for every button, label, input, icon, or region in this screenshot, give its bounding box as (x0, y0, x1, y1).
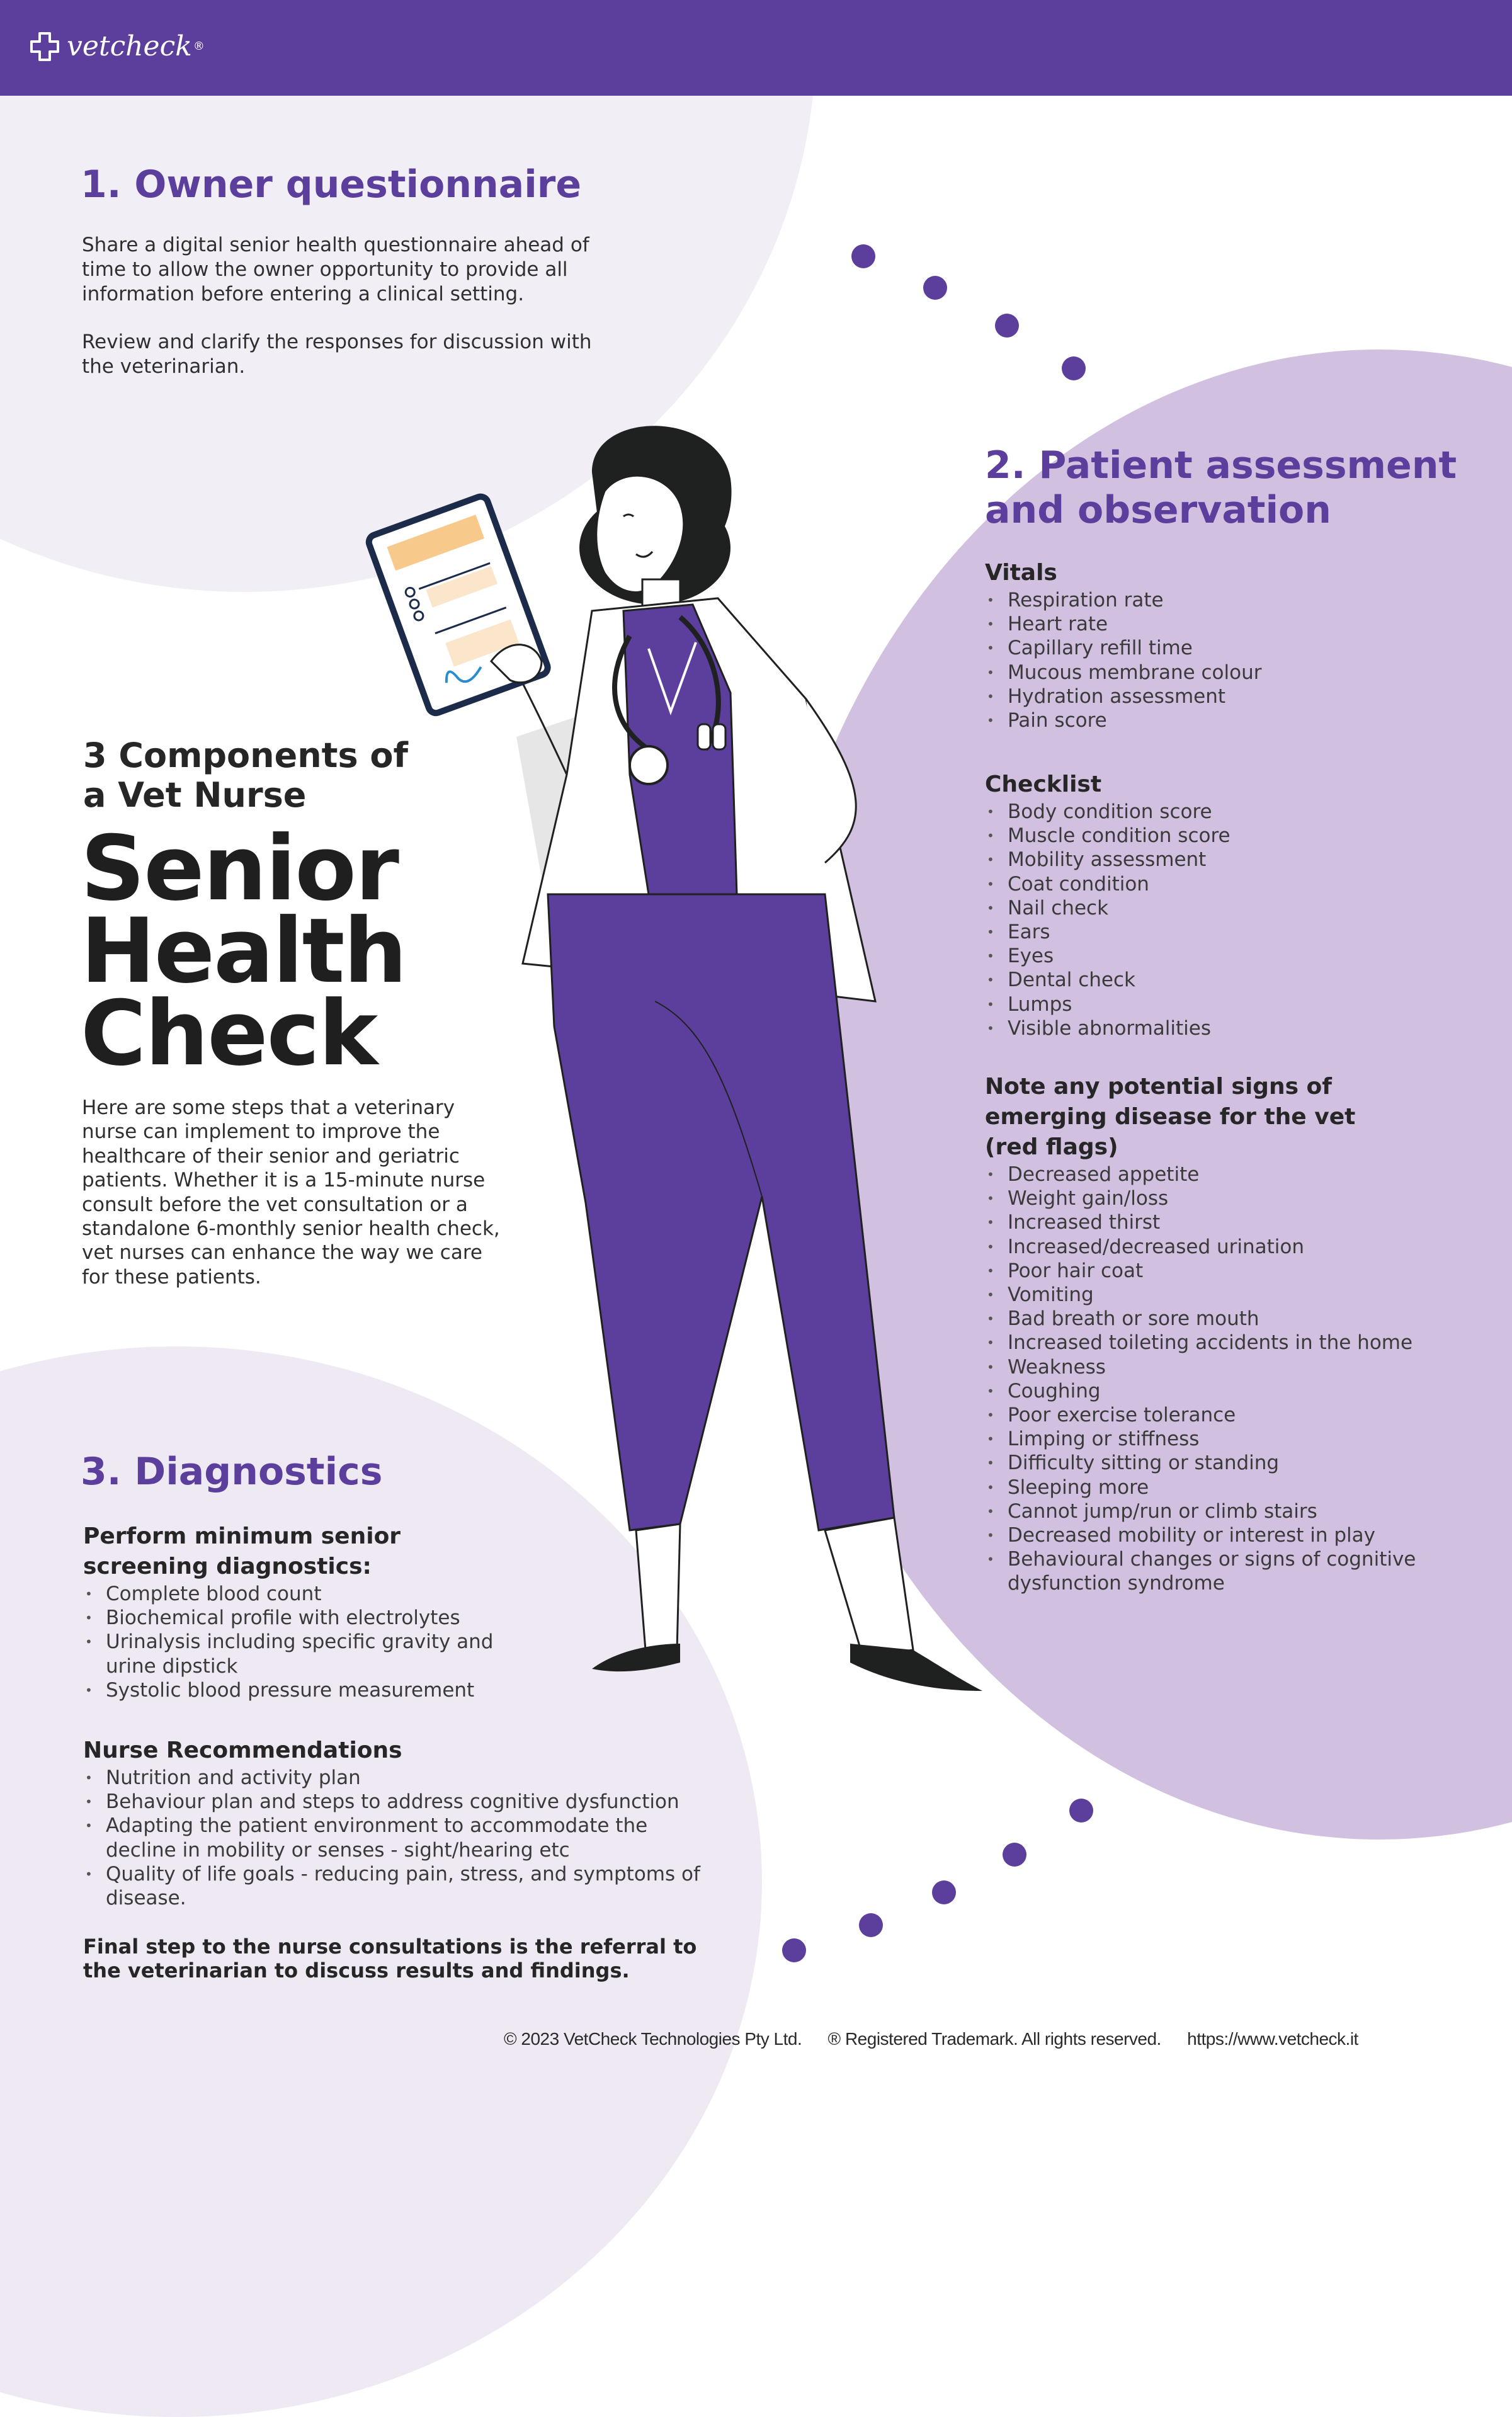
shoe-right (850, 1644, 982, 1691)
intro-paragraph: Here are some steps that a veterinary nurse can implement to improve the healthcare of their senior and geriatric patients. Whether it is a 15-minute nurse consult before the vet consultation or a standalone 6-monthly senior health check, vet nurses can enhance the way we care for these patients. (82, 1096, 500, 1288)
screening-list (83, 1582, 524, 1702)
list-item: • Decreased mobility or interest in play (985, 1523, 1489, 1547)
list-item: • Sleeping more (985, 1476, 1489, 1499)
list-item: • Increased toileting accidents in the home (985, 1331, 1489, 1355)
red-flags-block (985, 1072, 1489, 1596)
list-item: • Cannot jump/run or climb stairs (985, 1499, 1489, 1523)
vetcheck-logo (29, 30, 205, 62)
list-item: • Behavioural changes or signs of cognitive dysfunction syndrome (985, 1547, 1489, 1595)
list-item: • Lumps (985, 992, 1489, 1016)
list-item: • Difficulty sitting or standing (985, 1451, 1489, 1475)
red-flags-heading: Note any potential signs of emerging disease for the vet (red flags) (985, 1074, 1356, 1160)
list-item: • Biochemical profile with electrolytes (83, 1606, 524, 1630)
owner-paragraph: Share a digital senior health questionnaire ahead of time to allow the owner opportunity to provide all information before entering a clinical setting. (82, 234, 589, 305)
list-item: • Visible abnormalities (985, 1016, 1489, 1040)
vitals-heading: Vitals (985, 560, 1057, 586)
list-item: • Poor exercise tolerance (985, 1403, 1489, 1427)
red-flags-list (985, 1163, 1489, 1596)
list-item: • Weight gain/loss (985, 1186, 1489, 1210)
footer-url-link[interactable]: https://www.vetcheck.it (1187, 2029, 1358, 2049)
page-title-line: Health (81, 899, 406, 1003)
decorative-dot (923, 276, 947, 300)
owner-paragraph: Review and clarify the responses for discussion with the veterinarian. (82, 331, 592, 378)
recommendations-list (83, 1766, 713, 1910)
components-subtitle: 3 Components of a Vet Nurse (83, 736, 408, 815)
footer (504, 2029, 1380, 2049)
vitals-block (985, 558, 1489, 732)
list-item: • Weakness (985, 1355, 1489, 1379)
list-item: • Complete blood count (83, 1582, 524, 1606)
list-item: • Mobility assessment (985, 848, 1489, 872)
list-item: • Body condition score (985, 800, 1489, 824)
decorative-dot (859, 1913, 883, 1937)
checklist-list (985, 800, 1489, 1040)
list-item: • Nutrition and activity plan (83, 1766, 713, 1790)
footer-trademark: ® Registered Trademark. All rights reserved. (827, 2029, 1161, 2049)
owner-body (82, 233, 598, 402)
list-item: • Mucous membrane colour (985, 661, 1489, 685)
list-item: • Ears (985, 920, 1489, 944)
list-item: • Poor hair coat (985, 1259, 1489, 1283)
list-item: • Urinalysis including specific gravity and urine dipstick (83, 1630, 524, 1678)
list-item: • Coughing (985, 1379, 1489, 1403)
footer-copyright: © 2023 VetCheck Technologies Pty Ltd. (504, 2029, 802, 2049)
vitals-list (985, 588, 1489, 732)
list-item: • Heart rate (985, 612, 1489, 636)
page-title (81, 817, 406, 1086)
list-item: • Muscle condition score (985, 824, 1489, 848)
list-item: • Increased/decreased urination (985, 1235, 1489, 1259)
screening-block (83, 1521, 738, 1702)
section-diagnostics-title: 3. Diagnostics (81, 1450, 383, 1494)
section-owner-title: 1. Owner questionnaire (81, 162, 582, 207)
decorative-dot (932, 1880, 956, 1904)
section-assessment-title: 2. Patient assessment and observation (985, 443, 1457, 532)
list-item: • Behaviour plan and steps to address cognitive dysfunction (83, 1790, 713, 1814)
list-item: • Eyes (985, 944, 1489, 968)
list-item: • Capillary refill time (985, 636, 1489, 660)
page-title-line: Check (81, 982, 377, 1086)
list-item: • Bad breath or sore mouth (985, 1307, 1489, 1331)
list-item: • Respiration rate (985, 588, 1489, 612)
recommendations-block (83, 1736, 738, 1910)
list-item: • Increased thirst (985, 1210, 1489, 1234)
list-item: • Systolic blood pressure measurement (83, 1678, 524, 1702)
list-item: • Decreased appetite (985, 1163, 1489, 1186)
list-item: • Coat condition (985, 872, 1489, 896)
list-item: • Dental check (985, 968, 1489, 992)
list-item: • Pain score (985, 708, 1489, 732)
decorative-dot (851, 244, 875, 268)
screening-heading: Perform minimum senior screening diagnostics: (83, 1523, 401, 1579)
decorative-dot (782, 1938, 806, 1962)
logo-text: vetcheck (67, 30, 192, 62)
recommendations-heading: Nurse Recommendations (83, 1737, 402, 1763)
final-step-note: Final step to the nurse consultations is the referral to the veterinarian to discuss results and findings. (83, 1935, 697, 1982)
checklist-heading: Checklist (985, 771, 1102, 797)
list-item: • Nail check (985, 896, 1489, 920)
list-item: • Adapting the patient environment to accommodate the decline in mobility or senses - sight/hearing etc (83, 1814, 713, 1862)
decorative-dot (1069, 1799, 1093, 1823)
list-item: • Limping or stiffness (985, 1427, 1489, 1451)
vet-nurse-illustration (327, 397, 995, 1707)
decorative-dot (1062, 356, 1086, 380)
header-bar (0, 0, 1512, 96)
page-title-line: Senior (81, 817, 398, 921)
checklist-block (985, 770, 1489, 1040)
list-item: • Quality of life goals - reducing pain, stress, and symptoms of disease. (83, 1862, 713, 1910)
cross-outline-icon (29, 31, 60, 62)
decorative-dot (1003, 1843, 1026, 1867)
list-item: • Vomiting (985, 1283, 1489, 1307)
decorative-dot (995, 314, 1019, 338)
logo-registered-mark: ® (193, 40, 205, 53)
list-item: • Hydration assessment (985, 685, 1489, 708)
